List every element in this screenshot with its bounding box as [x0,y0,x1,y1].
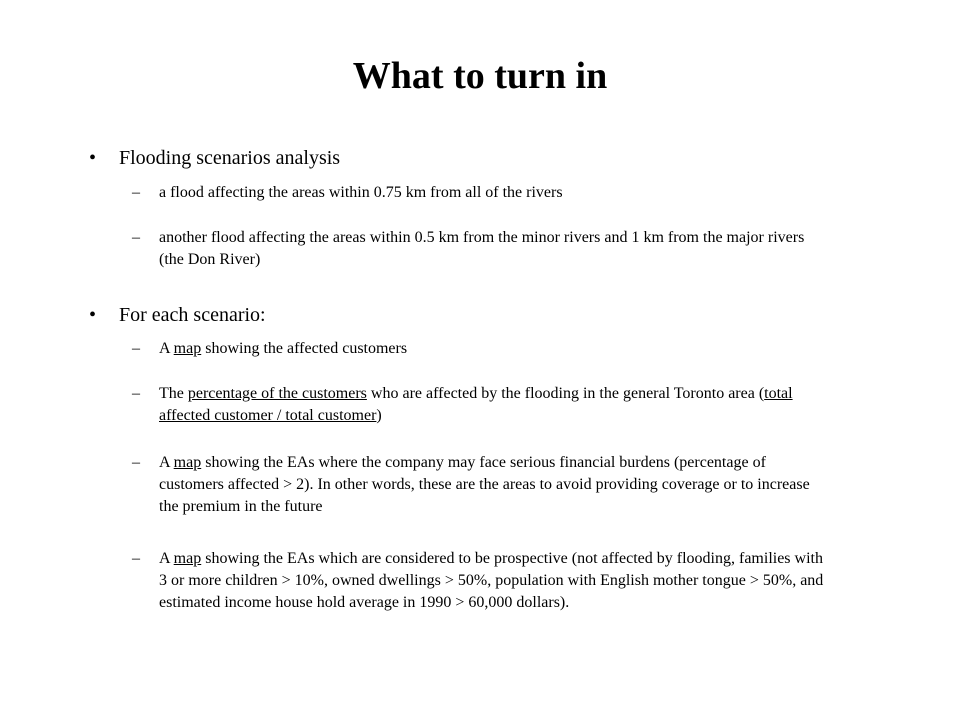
underlined-term: map [173,340,202,357]
sub-item-text: a flood affecting the areas within 0.75 km from all of the rivers [159,184,563,201]
bullet-label: Flooding scenarios analysis [119,147,341,169]
sub-item-text: A map showing the affected customers [159,340,408,357]
dash-marker: – [132,184,140,201]
underlined-term: percentage of the customers [187,385,367,402]
dash-marker: – [132,340,140,357]
dash-marker: – [132,229,140,246]
bullet-label: For each scenario: [119,304,266,326]
dash-marker: – [132,385,140,402]
underlined-term: map [173,454,202,471]
sub-item-text: another flood affecting the areas within 0.5 km from the minor rivers and 1 km from the major rivers (the Don River) [159,229,805,268]
bullet-marker: • [89,304,97,326]
sub-item-text: A map showing the EAs which are considered to be prospective (not affected by flooding, families with 3 or more children > 10%, owned dwellings > 50%, population with English mother tongue > 50%, and estimated income house hold average in 1990 > 60,000 dollars). [159,550,824,611]
slide-title: What to turn in [352,55,608,97]
dash-marker: – [132,454,140,471]
underlined-formula: total affected customer / total customer [159,385,793,424]
sub-item-text: The percentage of the customers who are affected by the flooding in the general Toronto area (total affected customer / total customer) [159,385,793,424]
underlined-term: map [173,550,202,567]
dash-marker: – [132,550,140,567]
bullet-marker: • [89,147,97,169]
sub-item-text: A map showing the EAs where the company may face serious financial burdens (percentage of customers affected > 2). In other words, these are the areas to avoid providing coverage or to increase the premium in the future [159,454,810,515]
